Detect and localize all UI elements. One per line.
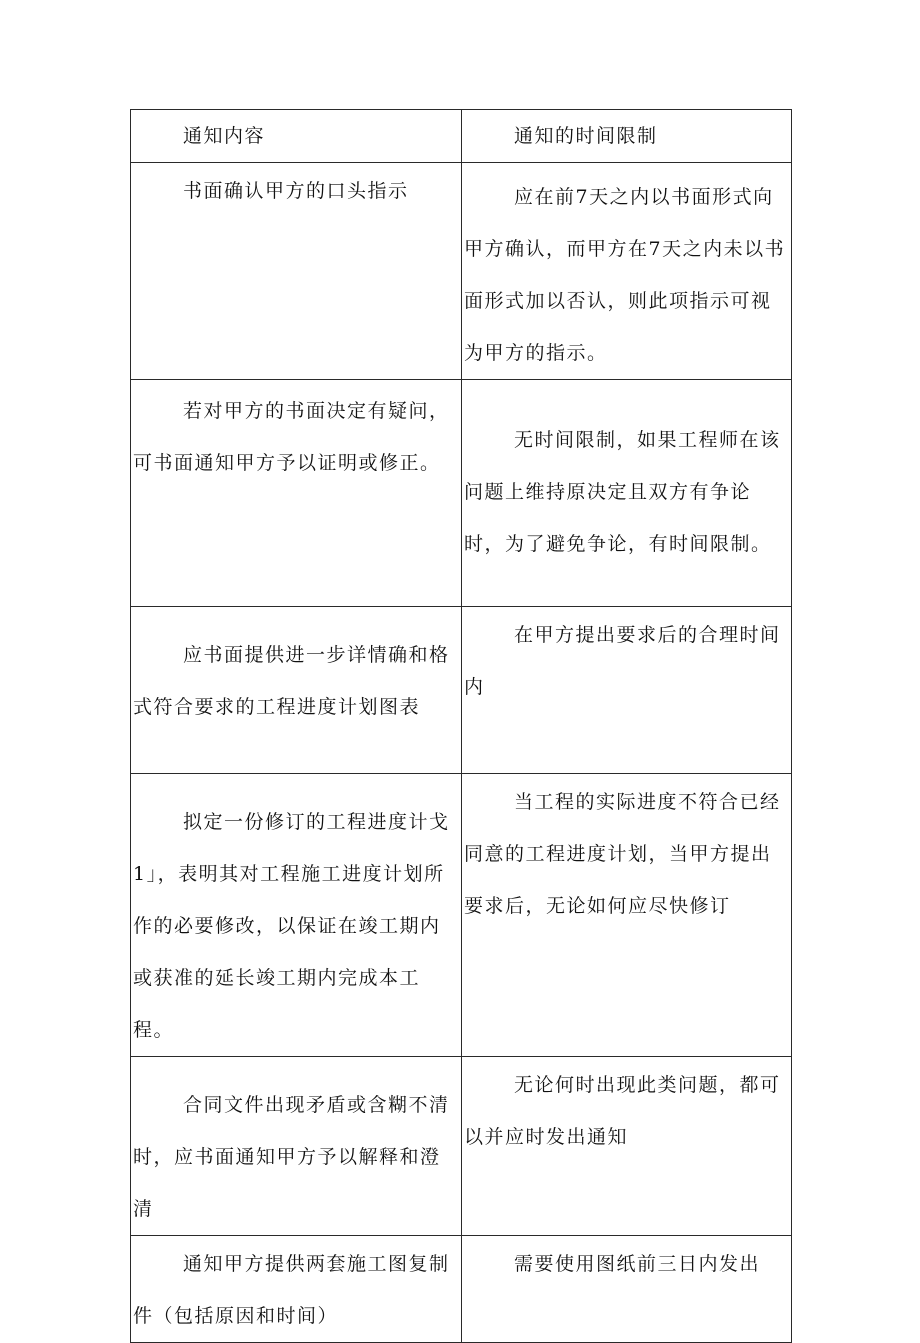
table-row bbox=[131, 163, 792, 380]
header-content-cell: 通知内容 bbox=[131, 110, 462, 163]
table-row bbox=[131, 607, 792, 774]
time-limit-cell: 在甲方提出要求后的合理时间内 bbox=[462, 607, 792, 774]
time-limit-cell: 无论何时出现此类问题，都可以并应时发出通知 bbox=[462, 1057, 792, 1236]
table-row bbox=[131, 380, 792, 607]
table-header-row bbox=[131, 110, 792, 163]
table-row bbox=[131, 1057, 792, 1236]
content-cell: 拟定一份修订的工程进度计戈1」，表明其对工程施工进度计划所作的必要修改，以保证在竣工期内或获准的延长竣工期内完成本工程。 bbox=[131, 774, 462, 1057]
time-limit-cell: 应在前7天之内以书面形式向甲方确认，而甲方在7天之内未以书面形式加以否认，则此项指示可视为甲方的指示。 bbox=[462, 163, 792, 380]
content-cell: 书面确认甲方的口头指示 bbox=[131, 163, 462, 380]
table-row bbox=[131, 774, 792, 1057]
header-time-limit-cell: 通知的时间限制 bbox=[462, 110, 792, 163]
content-cell: 通知甲方提供两套施工图复制件（包括原因和时间） bbox=[131, 1236, 462, 1343]
notification-table bbox=[130, 109, 792, 1343]
time-limit-cell: 当工程的实际进度不符合已经同意的工程进度计划，当甲方提出要求后，无论如何应尽快修订 bbox=[462, 774, 792, 1057]
time-limit-cell: 无时间限制，如果工程师在该问题上维持原决定且双方有争论时，为了避免争论，有时间限制。 bbox=[462, 380, 792, 607]
time-limit-cell: 需要使用图纸前三日内发出 bbox=[462, 1236, 792, 1343]
table-row bbox=[131, 1236, 792, 1343]
content-cell: 若对甲方的书面决定有疑问，可书面通知甲方予以证明或修正。 bbox=[131, 380, 462, 607]
content-cell: 应书面提供进一步详情确和格式符合要求的工程进度计划图表 bbox=[131, 607, 462, 774]
content-cell: 合同文件出现矛盾或含糊不清时，应书面通知甲方予以解释和澄清 bbox=[131, 1057, 462, 1236]
